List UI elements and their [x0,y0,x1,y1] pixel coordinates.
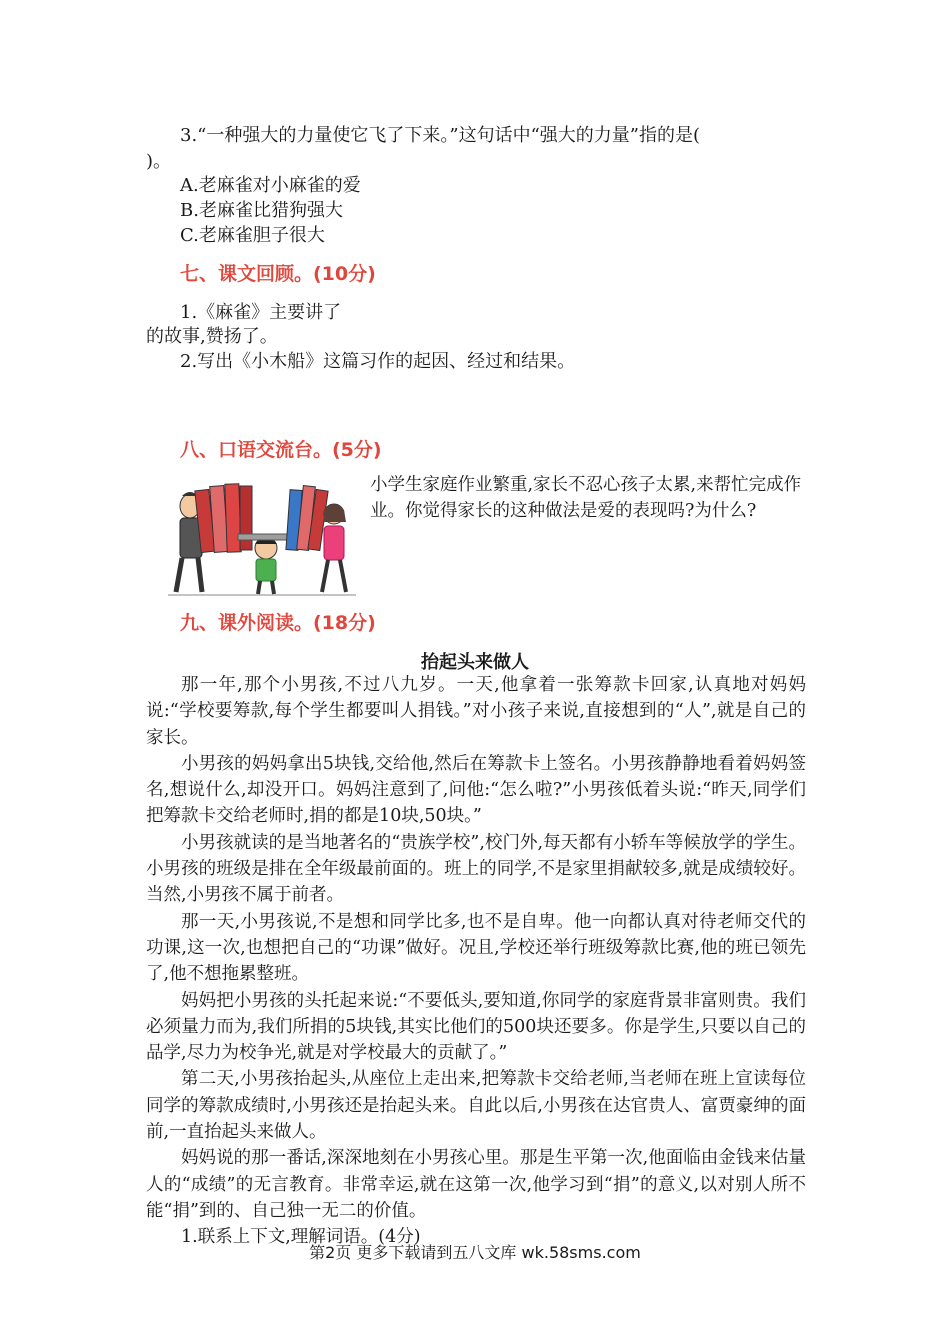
passage-paragraph-5: 妈妈把小男孩的头托起来说:“不要低头,要知道,你同学的家庭背景非富则贵。我们必须量力而为,我们所捐的5块钱,其实比他们的500块还要多。你是学生,只要以自己的品学,尽力为校争光,就是对学校最大的贡献了。” [146,990,806,1064]
passage-paragraph-1: 那一年,那个小男孩,不过八九岁。一天,他拿着一张筹款卡回家,认真地对妈妈说:“学校要筹款,每个学生都要叫人捐钱。”对小孩子来说,直接想到的“人”,就是自己的家长。 [146,675,806,748]
q3-option-a: A.老麻雀对小麻雀的爱 [180,175,361,196]
q3-option-b: B.老麻雀比猎狗强大 [180,200,343,221]
question-1: 1.联系上下文,理解词语。(4分) [181,1227,421,1248]
passage-paragraph-4: 那一天,小男孩说,不是想和同学比多,也不是自卑。他一向都认真对待老师交代的功课,这一次,也想把自己的“功课”做好。况且,学校还举行班级筹款比赛,他的班已领先了,他不想拖累整班。 [146,911,806,985]
section7-item-1: 1.《麻雀》主要讲了 [180,302,342,323]
section7-item-1-cont: 的故事,赞扬了。 [146,326,278,347]
section7-heading: 七、课文回顾。(10分) [180,263,376,285]
reading-passage [146,672,806,1251]
section9-heading: 九、课外阅读。(18分) [180,612,376,634]
passage-paragraph-3: 小男孩就读的是当地著名的“贵族学校”,校门外,每天都有小轿车等候放学的学生。小男孩的班级是排在全年级最前面的。班上的同学,不是家里捐献较多,就是成绩较好。当然,小男孩不属于前者。 [146,832,806,906]
passage-paragraph-6: 第二天,小男孩抬起头,从座位上走出来,把筹款卡交给老师,当老师在班上宣读每位同学的筹款成绩时,小男孩还是抬起头来。自此以后,小男孩在达官贵人、富贾豪绅的面前,一直抬起头来做人。 [146,1069,806,1143]
passage-paragraph-7: 妈妈说的那一番话,深深地刻在小男孩心里。那是生平第一次,他面临由金钱来估量人的“成绩”的无言教育。非常幸运,就在这第一次,他学习到“捐”的意义,以对别人所不能“捐”到的、自己独一无二的价值。 [146,1148,806,1221]
q3-option-c: C.老麻雀胆子很大 [180,225,325,246]
page-footer: 第2页 更多下载请到五八文库 wk.58sms.com [309,1243,641,1262]
passage-paragraph-2: 小男孩的妈妈拿出5块钱,交给他,然后在筹款卡上签名。小男孩静静地看着妈妈签名,想说什么,却没开口。妈妈注意到了,问他:“怎么啦?”小男孩低着头说:“昨天,同学们把筹款卡交给老师时,捐的都是10块,50块。” [146,753,806,827]
parents-homework-illustration [168,476,356,598]
q3-stem-end: )。 [146,151,172,172]
reading-title: 抬起头来做人 [421,652,529,673]
section7-item-2: 2.写出《小木船》这篇习作的起因、经过和结果。 [180,351,576,372]
q3-stem: 3.“一种强大的力量使它飞了下来。”这句话中“强大的力量”指的是( [180,125,701,146]
section8-prompt: 小学生家庭作业繁重,家长不忍心孩子太累,来帮忙完成作业。你觉得家长的这种做法是爱的表现吗?为什么? [370,475,802,521]
section8-heading: 八、口语交流台。(5分) [180,439,382,461]
